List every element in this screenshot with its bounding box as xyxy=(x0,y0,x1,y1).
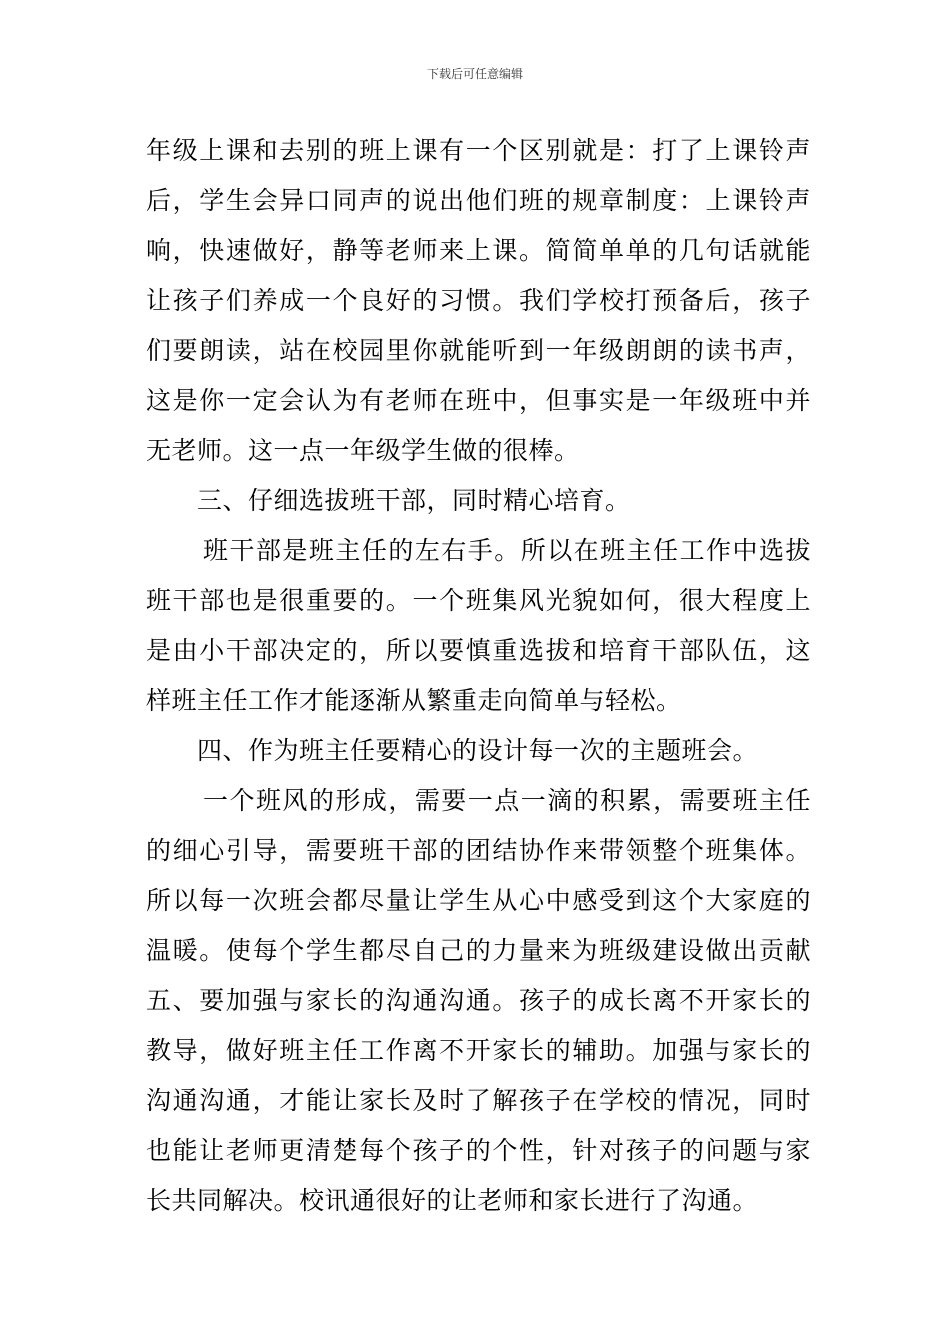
text-line: 也能让老师更清楚每个孩子的个性，针对孩子的问题与家 xyxy=(146,1136,811,1165)
document-body xyxy=(146,126,811,1226)
text-line: 是由小干部决定的，所以要慎重选拔和培育干部队伍，这 xyxy=(146,636,811,665)
text-line: 们要朗读，站在校园里你就能听到一年级朗朗的读书声， xyxy=(146,336,811,365)
text-line: 班干部是班主任的左右手。所以在班主任工作中选拔 xyxy=(203,536,811,565)
text-line: 所以每一次班会都尽量让学生从心中感受到这个大家庭的 xyxy=(146,886,811,915)
text-line: 让孩子们养成一个良好的习惯。我们学校打预备后，孩子 xyxy=(146,286,811,315)
section-heading-four xyxy=(146,726,811,776)
heading-line: 三、仔细选拔班干部，同时精心培育。 xyxy=(197,486,631,515)
paragraph-class-cadres xyxy=(146,526,811,726)
text-line: 一个班风的形成，需要一点一滴的积累，需要班主任 xyxy=(203,786,811,815)
text-line: 教导，做好班主任工作离不开家长的辅助。加强与家长的 xyxy=(146,1036,811,1065)
text-line: 无老师。这一点一年级学生做的很棒。 xyxy=(146,436,580,465)
text-line: 响，快速做好，静等老师来上课。简简单单的几句话就能 xyxy=(146,236,811,265)
text-line: 温暖。使每个学生都尽自己的力量来为班级建设做出贡献 xyxy=(146,936,811,965)
text-line: 这是你一定会认为有老师在班中，但事实是一年级班中并 xyxy=(146,386,811,415)
paragraph-classroom-habits xyxy=(146,126,811,476)
text-line: 沟通沟通，才能让家长及时了解孩子在学校的情况，同时 xyxy=(146,1086,811,1115)
heading-line: 四、作为班主任要精心的设计每一次的主题班会。 xyxy=(197,736,759,765)
section-heading-three xyxy=(146,476,811,526)
text-line: 班干部也是很重要的。一个班集风光貌如何，很大程度上 xyxy=(146,586,811,615)
text-line: 后，学生会异口同声的说出他们班的规章制度：上课铃声 xyxy=(146,186,811,215)
text-line: 的细心引导，需要班干部的团结协作来带领整个班集体。 xyxy=(146,836,811,865)
text-line: 年级上课和去别的班上课有一个区别就是：打了上课铃声 xyxy=(146,136,811,165)
text-line: 五、要加强与家长的沟通沟通。孩子的成长离不开家长的 xyxy=(146,986,811,1015)
page-header: 下载后可任意编辑 xyxy=(426,67,523,81)
paragraph-class-meetings xyxy=(146,776,811,1226)
text-line: 样班主任工作才能逐渐从繁重走向简单与轻松。 xyxy=(146,686,682,715)
text-line: 长共同解决。校讯通很好的让老师和家长进行了沟通。 xyxy=(146,1186,759,1215)
